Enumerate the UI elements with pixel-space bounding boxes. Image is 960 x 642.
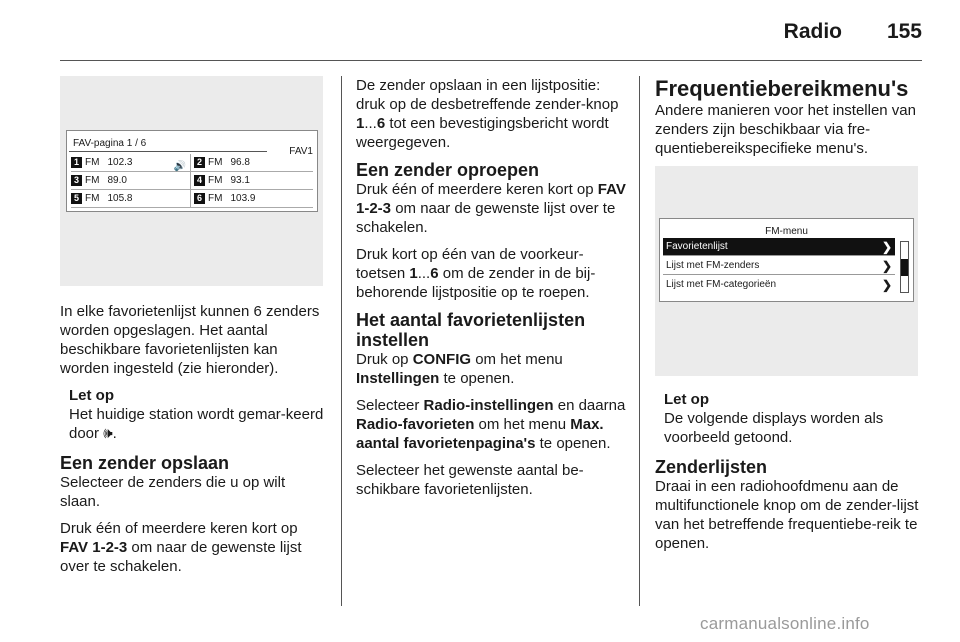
column-divider-1 [341, 76, 342, 606]
favourite-slot [190, 190, 313, 207]
paragraph: Selecteer het gewenste aantal be-schikbare favorietenlijsten. [356, 462, 584, 498]
text-run: om naar de gewenste lijst over te schakelen. [60, 539, 302, 575]
favourites-row [71, 154, 313, 172]
frequency: 102.3 [107, 157, 133, 168]
band-label: FM [85, 157, 100, 168]
heading-recall-station: Een zender oproepen [356, 160, 540, 180]
text-run: Selecteer [356, 397, 424, 414]
frequency: 96.8 [230, 157, 250, 168]
note-box [69, 386, 328, 443]
menu-item-label: Lijst met FM-categorieën [666, 279, 777, 290]
paragraph: Andere manieren voor het instellen van zenders zijn beschikbaar via fre-quentiebereikspecifieke menu's. [655, 102, 916, 157]
text-run: ... [364, 115, 377, 132]
slot-number: 5 [71, 193, 82, 204]
band-label: FM [85, 193, 100, 204]
text-run: te openen. [439, 370, 515, 387]
chevron-right-icon: ❯ [881, 278, 892, 292]
header-divider [60, 60, 922, 61]
button-ref: CONFIG [412, 351, 472, 368]
menu-item-fm-stations[interactable] [663, 257, 895, 275]
fm-menu-screen [659, 218, 914, 302]
button-ref: 6 [430, 265, 439, 282]
favourite-slot [71, 154, 190, 171]
band-label: FM [208, 157, 223, 168]
watermark: carmanualsonline.info [700, 614, 870, 633]
paragraph [60, 519, 328, 576]
fm-menu-title: FM-menu [765, 226, 808, 237]
heading-save-station: Een zender opslaan [60, 453, 230, 473]
text-run: te openen. [535, 435, 611, 452]
menu-ref: Radio-favorieten [356, 416, 475, 433]
text-run: om het menu [471, 351, 563, 368]
menu-ref: Instellingen [356, 370, 440, 387]
slot-number: 4 [194, 175, 205, 186]
note-heading: Let op [664, 391, 709, 408]
page-number: 155 [886, 20, 922, 43]
paragraph: Selecteer de zenders die u op wilt slaan. [60, 474, 286, 510]
menu-item-label: Favorietenlijst [666, 241, 728, 252]
paragraph: Draai in een radiohoofdmenu aan de multifunctionele knop om de zender-lijst van het betreffende frequentiebe-reik te openen. [655, 478, 919, 552]
note-heading: Let op [69, 387, 114, 404]
menu-item-fm-categories[interactable] [663, 276, 895, 294]
tab-line [69, 151, 267, 152]
favourites-screen [66, 130, 318, 212]
paragraph [356, 76, 626, 152]
band-label: FM [208, 175, 223, 186]
text-run: Druk één of meerdere keren kort op [356, 181, 598, 198]
fm-menu-figure [655, 166, 918, 376]
heading-station-lists: Zenderlijsten [655, 457, 768, 477]
band-label: FM [85, 175, 100, 186]
column-3 [655, 76, 922, 561]
slot-number: 2 [194, 157, 205, 168]
favourites-grid [71, 154, 313, 208]
scrollbar-thumb[interactable] [901, 259, 908, 276]
text-run: De zender opslaan in een lijstpositie: druk op de desbetreffende zender-knop [356, 77, 619, 113]
text-run: Druk kort op één van de voorkeur-toetsen [356, 246, 584, 282]
favourites-display-figure [60, 76, 323, 286]
page-header [0, 0, 960, 62]
speaker-icon: 🔊 [173, 161, 186, 172]
button-ref: 1 [409, 265, 418, 282]
favourites-row [71, 172, 313, 190]
band-label: FM [208, 193, 223, 204]
frequency: 89.0 [107, 175, 127, 186]
menu-ref: Max. aantal favorietenpagina's [356, 416, 604, 452]
paragraph: In elke favorietenlijst kunnen 6 zenders worden opgeslagen. Het aantal beschikbare favorietenlijsten kan worden ingesteld (zie hieronder). [60, 303, 320, 377]
paragraph [356, 396, 626, 453]
note-box [664, 390, 922, 447]
text-run: om het menu [474, 416, 571, 433]
note-text: De volgende displays worden als voorbeeld getoond. [664, 410, 884, 446]
button-ref: FAV 1-2-3 [356, 181, 626, 217]
text-run: om naar de gewenste lijst over te schakelen. [356, 200, 616, 236]
text-run: Druk op [356, 351, 413, 368]
paragraph [356, 180, 626, 237]
button-ref: FAV 1-2-3 [60, 539, 128, 556]
favourite-slot [190, 172, 313, 189]
button-ref: 6 [376, 115, 386, 132]
favourite-slot [71, 190, 190, 207]
paragraph [356, 245, 626, 302]
chevron-right-icon: ❯ [881, 240, 892, 254]
column-divider-2 [639, 76, 640, 606]
favourite-slot [71, 172, 190, 189]
note-text: Het huidige station wordt gemar-keerd door 🕪. [69, 406, 324, 442]
heading-frequency-menus: Frequentiebereikmenu's [655, 76, 909, 101]
text-run: ... [417, 265, 431, 282]
favourites-tab: FAV1 [289, 146, 313, 157]
heading-favourite-count: Het aantal favorietenlijsten instellen [356, 310, 586, 350]
text-run: tot een bevestigingsbericht wordt weergegeven. [356, 115, 609, 151]
column-1 [60, 76, 328, 584]
column-2 [356, 76, 626, 507]
text-run: Druk één of meerdere keren kort op [60, 520, 298, 537]
text-run: om de zender in de bij-behorende lijstpositie op te roepen. [356, 265, 596, 301]
menu-item-favourites[interactable] [663, 238, 895, 256]
frequency: 93.1 [230, 175, 250, 186]
slot-number: 1 [71, 157, 82, 168]
paragraph [356, 350, 626, 388]
button-ref: 1 [356, 115, 365, 132]
frequency: 105.8 [107, 193, 133, 204]
menu-ref: Radio-instellingen [423, 397, 554, 414]
favourites-page-title: FAV-pagina 1 / 6 [73, 138, 147, 149]
slot-number: 3 [71, 175, 82, 186]
favourite-slot [190, 154, 313, 171]
menu-item-label: Lijst met FM-zenders [666, 260, 760, 271]
text-run: en daarna [553, 397, 626, 414]
scrollbar[interactable] [900, 241, 909, 293]
slot-number: 6 [194, 193, 205, 204]
chevron-right-icon: ❯ [881, 259, 892, 273]
favourites-row [71, 190, 313, 208]
section-title: Radio [783, 20, 842, 43]
frequency: 103.9 [230, 193, 256, 204]
